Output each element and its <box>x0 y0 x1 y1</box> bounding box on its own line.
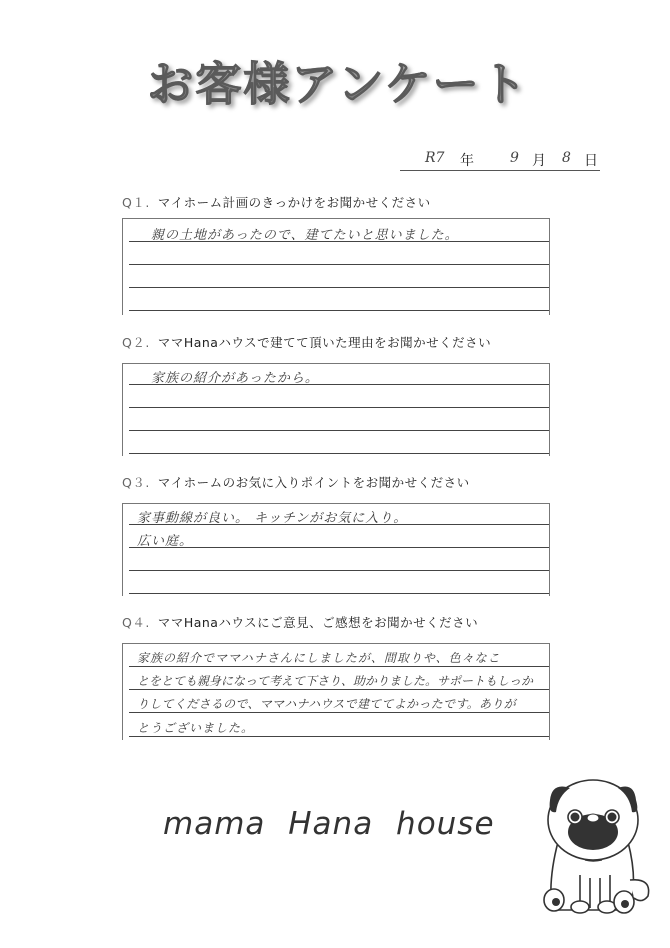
date-day-label: 日 <box>584 153 598 169</box>
question-1-label <box>122 193 431 211</box>
answer-line: 家族の紹介があったから。 <box>151 371 319 386</box>
question-number: Q３. <box>122 475 150 490</box>
date-field <box>400 148 600 171</box>
pug-mascot-icon <box>530 770 660 920</box>
date-day: 8 <box>562 150 571 166</box>
date-year-label: 年 <box>460 153 474 169</box>
date-era-year: R7 <box>425 150 445 166</box>
answer-box-1 <box>122 218 550 315</box>
question-text: ママHanaハウスにご意見、ご感想をお聞かせください <box>157 615 479 630</box>
answer-line: 家族の紹介でママハナさんにしましたが、間取りや、色々なこ <box>137 651 501 665</box>
question-text: マイホーム計画のきっかけをお聞かせください <box>157 195 431 210</box>
question-number: Q４. <box>122 615 150 630</box>
question-2-label <box>122 333 491 351</box>
date-month: 9 <box>510 150 519 166</box>
answer-line: 広い庭。 <box>137 534 194 549</box>
date-month-label: 月 <box>532 153 546 169</box>
answer-box-3 <box>122 503 550 596</box>
answer-line: とをとても親身になって考えて下さり、助かりました。サポートもしっか <box>137 674 534 688</box>
question-3-label <box>122 473 470 491</box>
answer-box-4 <box>122 643 550 740</box>
question-text: ママHanaハウスで建てて頂いた理由をお聞かせください <box>157 335 492 350</box>
question-text: マイホームのお気に入りポイントをお聞かせください <box>157 475 470 490</box>
answer-box-2 <box>122 363 550 456</box>
answer-line: りしてくださるので、ママハナハウスで建ててよかったです。ありが <box>137 697 516 711</box>
answer-line: 親の土地があったので、建てたいと思いました。 <box>151 228 459 243</box>
question-number: Q１. <box>122 195 150 210</box>
brand-logo-text: mama Hana house <box>163 806 495 842</box>
answer-line: とうございました。 <box>137 721 255 735</box>
question-4-label <box>122 613 478 631</box>
question-number: Q２. <box>122 335 150 350</box>
answer-line: 家事動線が良い。 キッチンがお気に入り。 <box>137 511 408 526</box>
survey-title: お客様アンケート <box>118 48 558 114</box>
